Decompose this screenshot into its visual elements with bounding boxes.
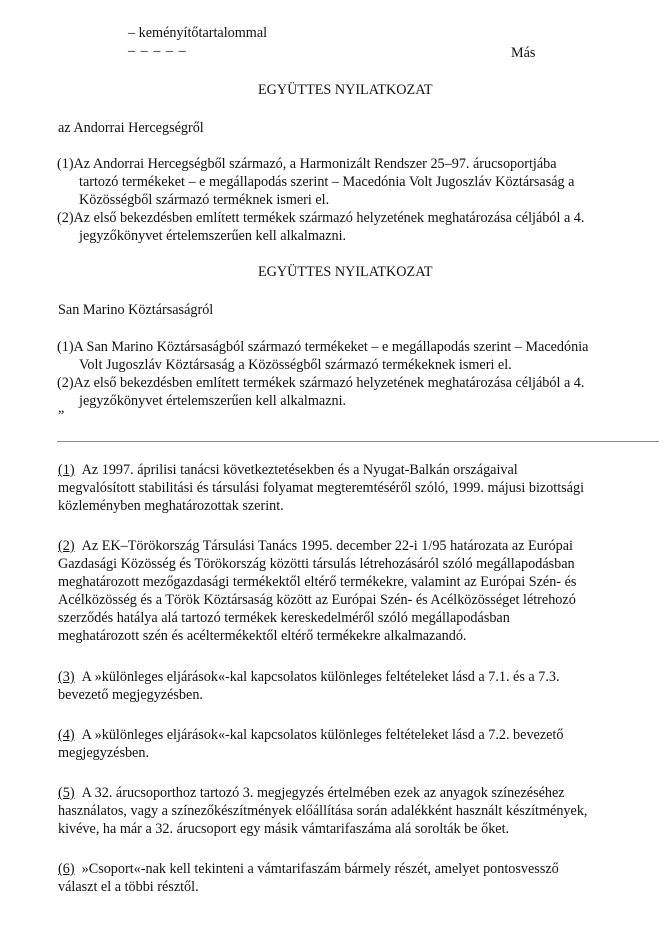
footnote-separator — [57, 441, 659, 442]
paragraph-line: jegyzőkönyvet értelemszerűen kell alkalmazni. — [79, 393, 347, 409]
closing-quote: ” — [58, 408, 65, 424]
footnote-number: (1) — [58, 462, 75, 478]
footnote-5 — [58, 785, 565, 802]
section-heading: EGYÜTTES NYILATKOZAT — [258, 264, 433, 280]
paragraph-line: jegyzőkönyvet értelemszerűen kell alkalmazni. — [79, 228, 347, 244]
footnote-line: használatos, vagy a színezőkészítmények előállítása során adalékként használt készítmények, — [58, 803, 588, 819]
paragraph-line: Volt Jugoszláv Köztársaság a Közösségből származó termékeknek ismeri el. — [79, 357, 512, 373]
footnote-number: (4) — [58, 727, 75, 743]
footnote-line: A »különleges eljárások«-kal kapcsolatos különleges feltételeket lásd a 7.1. és a 7.3. — [81, 669, 560, 685]
paragraph-line: (2)Az első bekezdésben említett termékek származó helyzetének meghatározása céljából a 4. — [57, 375, 585, 391]
footnote-line: Gazdasági Közösség és Törökország közötti társulás létrehozásáról szóló megállapodásban — [58, 556, 575, 572]
footnote-line: meghatározott szén és acéltermékektől eltérő termékekre alkalmazandó. — [58, 628, 467, 644]
footnote-line: meghatározott mezőgazdasági termékektől eltérő termékekre, valamint az Európai Szén- és — [58, 574, 577, 590]
mas-label: Más — [511, 45, 536, 61]
footnote-line: Az 1997. áprilisi tanácsi következtetésekben és a Nyugat-Balkán országaival — [81, 462, 518, 478]
paragraph-line: tartozó termékeket – e megállapodás szerint – Macedónia Volt Jugoszláv Köztársaság a — [79, 174, 575, 190]
footnote-line: »Csoport«-nak kell tekinteni a vámtarifaszám bármely részét, amelyet pontosvessző — [81, 861, 559, 877]
footnote-2 — [58, 538, 573, 555]
footnote-4 — [58, 727, 563, 744]
section-heading: EGYÜTTES NYILATKOZAT — [258, 82, 433, 98]
footnote-number: (6) — [58, 861, 75, 877]
footnote-line: megvalósított stabilitási és társulási folyamat megteremtéséről szóló, 1999. májusi bizottsági — [58, 480, 585, 496]
footnote-line: A 32. árucsoporthoz tartozó 3. megjegyzés értelmében ezek az anyagok színezéséhez — [81, 785, 565, 801]
paragraph-line: (2)Az első bekezdésben említett termékek származó helyzetének meghatározása céljából a 4. — [57, 210, 585, 226]
paragraph-line: (1)A San Marino Köztársaságból származó termékeket – e megállapodás szerint – Macedónia — [57, 339, 589, 355]
section-subheading: San Marino Köztársaságról — [58, 302, 214, 318]
footnote-1 — [58, 462, 518, 479]
footnote-line: kivéve, ha már a 32. árucsoport egy másik vámtarifaszáma alá sorolták be őket. — [58, 821, 510, 837]
footnote-line: bevezető megjegyzésben. — [58, 687, 203, 703]
dash-row: – – – – – — [128, 43, 187, 59]
footnote-number: (3) — [58, 669, 75, 685]
footnote-line: Acélközösség és a Török Köztársaság között az Európai Szén- és Acélközösséget létrehozó — [58, 592, 576, 608]
footnote-line: Az EK–Törökország Társulási Tanács 1995. december 22-i 1/95 határozata az Európai — [81, 538, 573, 554]
footnote-line: szerződés hatálya alá tartozó termékek kereskedelméről szóló megállapodásban — [58, 610, 510, 626]
footnote-6 — [58, 861, 559, 878]
footnote-line: megjegyzésben. — [58, 745, 149, 761]
footnote-line: A »különleges eljárások«-kal kapcsolatos különleges feltételeket lásd a 7.2. bevezető — [81, 727, 564, 743]
footnote-number: (2) — [58, 538, 75, 554]
footnote-number: (5) — [58, 785, 75, 801]
footnote-line: választ el a többi résztől. — [58, 879, 199, 895]
footnote-line: közleményben meghatározottak szerint. — [58, 498, 284, 514]
paragraph-line: Közösségből származó terméknek ismeri el. — [79, 192, 330, 208]
footnote-3 — [58, 669, 560, 686]
list-item-dash: – keményítőtartalommal — [128, 25, 268, 41]
section-subheading: az Andorrai Hercegségről — [58, 120, 204, 136]
paragraph-line: (1)Az Andorrai Hercegségből származó, a Harmonizált Rendszer 25–97. árucsoportjába — [57, 156, 557, 172]
